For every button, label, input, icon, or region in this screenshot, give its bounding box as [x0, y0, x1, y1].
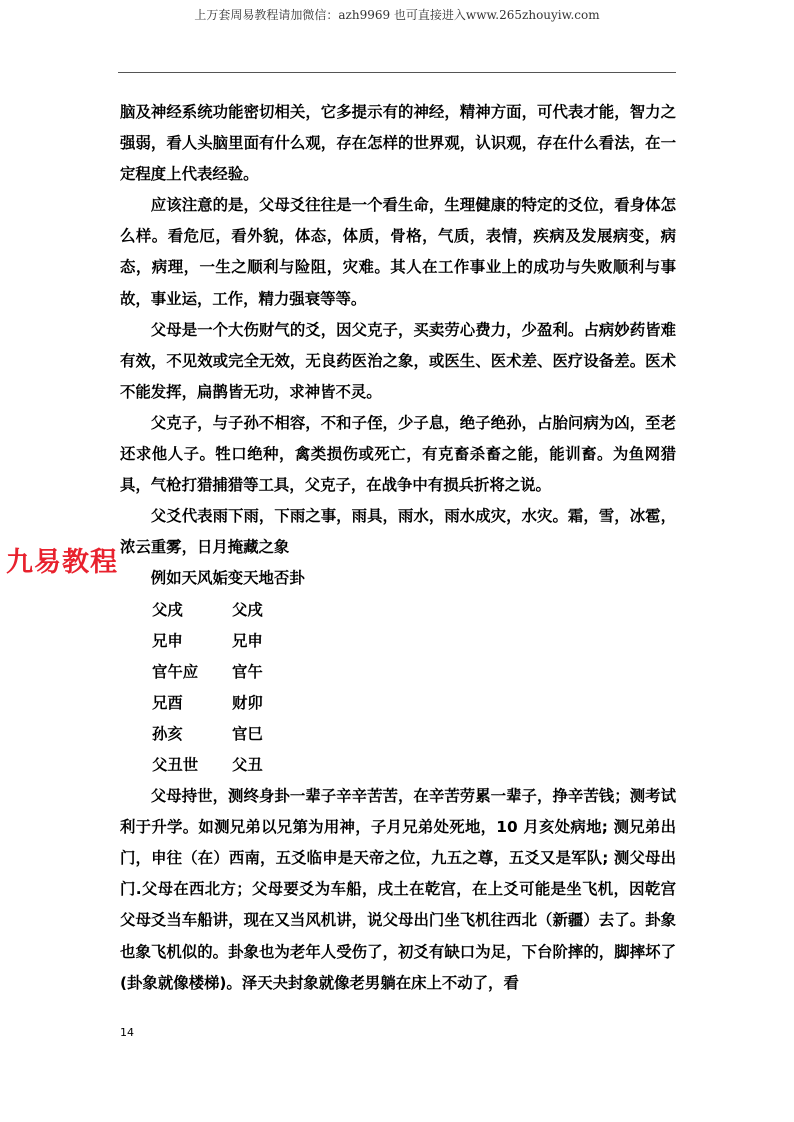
original-line: 孙亥	[152, 724, 183, 743]
header-divider	[118, 72, 676, 73]
changed-line: 父戌	[232, 600, 263, 619]
paragraph: 应该注意的是，父母爻往往是一个看生命，生理健康的特定的爻位，看身体怎么样。看危厄，看外貌，体态，体质，骨格，气质，表情，疾病及发展病变，病态，病理，一生之顺利与险阻，灾难。其人在工作事业上的成功与失败顺利与事故，事业运，工作，精力强衰等等。	[120, 196, 676, 308]
hexagram-row	[120, 688, 676, 719]
hexagram-row	[120, 657, 676, 688]
page-header: 上万套周易教程请加微信：azh9969 也可直接进入www.265zhouyiw.com	[194, 8, 600, 22]
original-line: 兄申	[152, 631, 183, 650]
paragraph: 父克子，与子孙不相容，不和子侄，少子息，绝子绝孙，占胎问病为凶，至老还求他人子。牲口绝种，禽类损伤或死亡，有克畜杀畜之能，能训畜。为鱼网猎具，气枪打猎捕猎等工具，父克子，在战争中有损兵折将之说。	[120, 413, 676, 495]
paragraph: 父爻代表雨下雨，下雨之事，雨具，雨水，雨水成灾，水灾。霜，雪，冰雹，浓云重雾，日月掩藏之象	[120, 507, 676, 557]
changed-line: 父丑	[232, 755, 263, 774]
original-line: 官午应	[152, 662, 199, 681]
original-line: 兄酉	[152, 693, 183, 712]
paragraph-continued: 脑及神经系统功能密切相关，它多提示有的神经，精神方面，可代表才能，智力之强弱，看人头脑里面有什么观，存在怎样的世界观，认识观，存在什么看法，在一定程度上代表经验。	[120, 103, 676, 184]
original-line: 父丑世	[152, 755, 199, 774]
hexagram-row	[120, 750, 676, 781]
document-body	[120, 97, 676, 999]
original-line: 父戌	[152, 600, 183, 619]
hexagram-row	[120, 595, 676, 626]
watermark-logo: 九易教程	[6, 547, 118, 578]
paragraph: 父母持世，测终身卦一辈子辛辛苦苦，在辛苦劳累一辈子，挣辛苦钱；测考试利于升学。如测兄弟以兄第为用神，子月兄弟处死地，10 月亥处病地; 测兄弟出门，申往（在）西南，五爻临申是天帝之位，九五之尊，五爻又是军队; 测父母出门.父母在西北方；父母要爻为车船，戌土在乾宫，在上爻可能是坐飞机，因乾宫父母爻当车船讲，现在又当风机讲，说父母出门坐飞机往西北（新疆）去了。卦象也象飞机似的。卦象也为老年人受伤了，初爻有缺口为足，下台阶摔的，脚摔坏了(卦象就像楼梯)。泽天夬封象就像老男躺在床上不动了，看	[120, 787, 676, 992]
changed-line: 财卯	[232, 693, 263, 712]
page-number: 14	[120, 1026, 134, 1039]
hexagram-row	[120, 626, 676, 657]
changed-line: 官巳	[232, 724, 263, 743]
hexagram-row	[120, 719, 676, 750]
paragraph: 父母是一个大伤财气的爻，因父克子，买卖劳心费力，少盈利。占病妙药皆难有效，不见效或完全无效，无良药医治之象，或医生、医术差、医疗设备差。医术不能发挥，扁鹊皆无功，求神皆不灵。	[120, 320, 676, 401]
changed-line: 兄申	[232, 631, 263, 650]
hexagram-table	[120, 595, 676, 782]
hexagram-example-title: 例如天风姤变天地否卦	[150, 569, 305, 588]
changed-line: 官午	[232, 662, 263, 681]
